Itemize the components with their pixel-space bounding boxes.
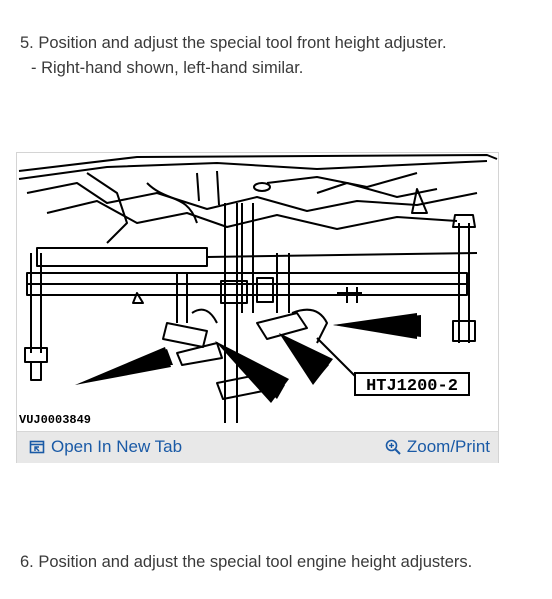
step-5-text: 5. Position and adjust the special tool front height adjuster. bbox=[20, 34, 447, 52]
zoom-print-link[interactable] bbox=[385, 437, 490, 457]
step-6-text: 6. Position and adjust the special tool engine height adjusters. bbox=[20, 553, 473, 571]
zoom-print-label: Zoom/Print bbox=[406, 437, 490, 456]
figure-panel bbox=[16, 152, 499, 463]
open-in-new-tab-label: Open In New Tab bbox=[51, 437, 183, 456]
special-tool-illustration bbox=[17, 153, 498, 431]
open-new-tab-icon bbox=[29, 439, 45, 455]
figure-toolbar bbox=[17, 431, 498, 463]
open-in-new-tab-link[interactable] bbox=[29, 437, 182, 457]
zoom-in-icon bbox=[385, 439, 401, 455]
figure-code: VUJ0003849 bbox=[19, 413, 92, 427]
callout-label: HTJ1200-2 bbox=[366, 377, 458, 396]
step-5-substep: - Right-hand shown, left-hand similar. bbox=[31, 59, 304, 77]
